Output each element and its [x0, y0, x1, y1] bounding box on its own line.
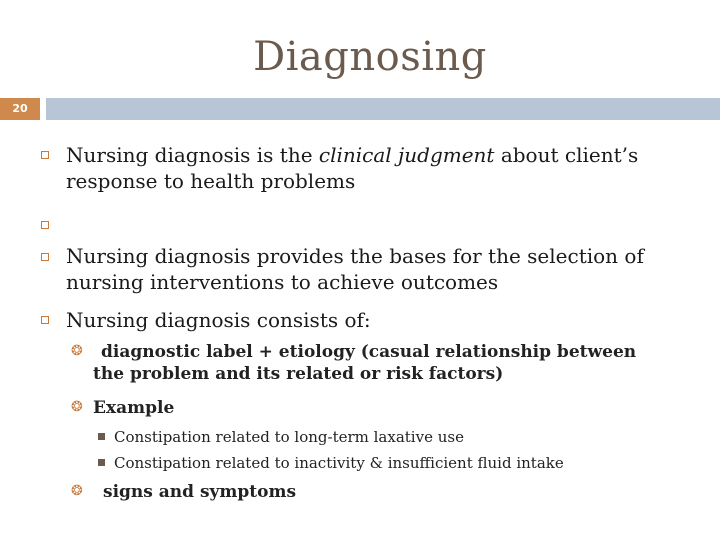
- bullet-1-text: [66, 142, 686, 194]
- bullet-square-icon: [41, 316, 49, 324]
- sub-bullet-icon: ❂: [71, 399, 83, 415]
- sub-bullet-2-text: Example: [93, 398, 175, 418]
- slide-title: Diagnosing: [253, 34, 487, 80]
- sub-bullet-icon: ❂: [71, 483, 83, 499]
- bullet-4-text: Nursing diagnosis consists of:: [66, 308, 371, 332]
- example-item-2: Constipation related to inactivity & insufficient fluid intake: [114, 454, 564, 472]
- sub-bullet-3-text: signs and symptoms: [103, 482, 297, 502]
- bullet-square-icon: [41, 253, 49, 261]
- bullet-1-emphasis: clinical judgment: [318, 143, 495, 167]
- bullet-1-prefix: Nursing diagnosis is the: [66, 143, 319, 167]
- bullet-square-icon: [41, 151, 49, 159]
- slide-number-badge: 20: [0, 98, 40, 120]
- example-item-1: Constipation related to long-term laxative use: [114, 428, 464, 446]
- sub-sub-bullet-icon: [98, 459, 105, 466]
- bullet-square-icon: [41, 221, 49, 229]
- bullet-1-suffix: about client’s response to health problems: [66, 143, 639, 193]
- sub-bullet-1-text: diagnostic label + etiology (casual relationship between the problem and its related or risk factors): [93, 342, 637, 384]
- sub-bullet-icon: ❂: [71, 343, 83, 359]
- sub-sub-bullet-icon: [98, 433, 105, 440]
- bullet-3-text: Nursing diagnosis provides the bases for the selection of nursing interventions to achieve outcomes: [66, 244, 644, 294]
